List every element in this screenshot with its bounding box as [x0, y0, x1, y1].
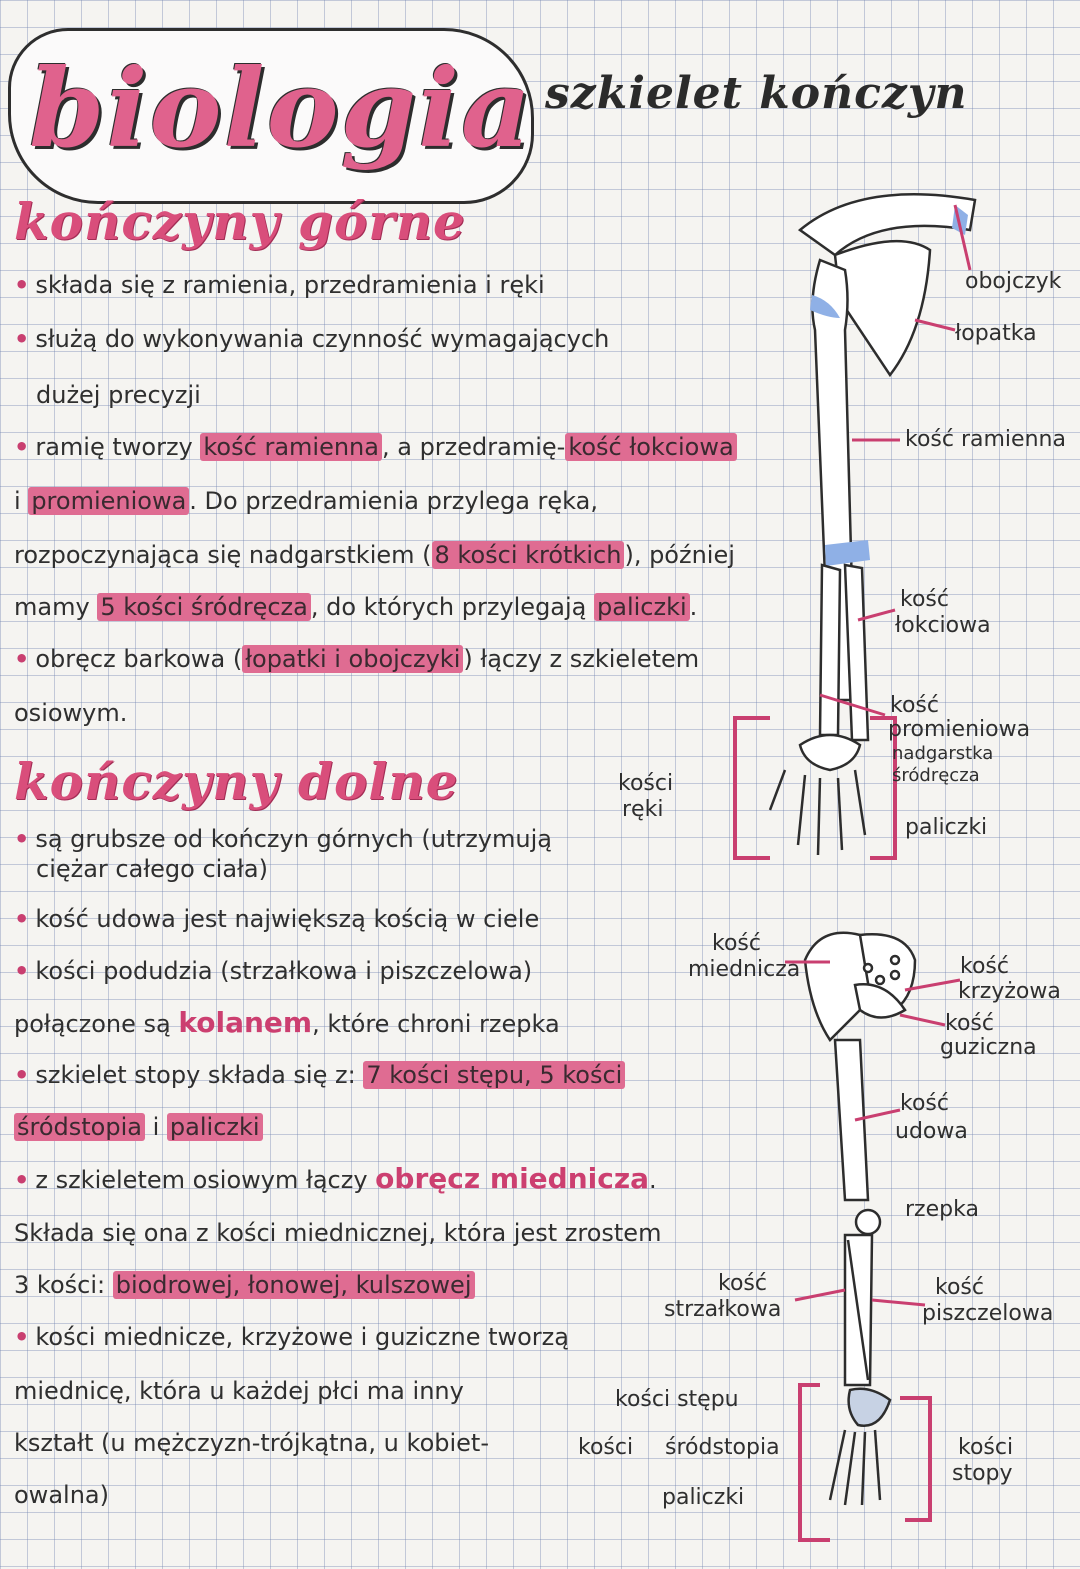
- label-srodrecza: śródręcza: [892, 765, 980, 786]
- label-kosci-reki-1: kości: [618, 771, 674, 796]
- lower-line-12: kształt (u mężczyzn-trójkątna, u kobiet-: [14, 1429, 489, 1457]
- highlight-5-kosci-srodrecza: 5 kości śródręcza: [97, 593, 311, 621]
- label-kosci-stopy-2: stopy: [952, 1461, 1013, 1486]
- lower-line-5: • szkielet stopy składa się z: 7 kości stępu, 5 kości: [14, 1058, 804, 1092]
- label-kosc-promieniowa-2: promieniowa: [888, 717, 1031, 742]
- lower-line-4: połączone są kolanem, które chroni rzepka: [14, 1006, 560, 1039]
- label-nadgarstka: nadgarstka: [892, 743, 994, 764]
- label-kosc-ramienna: kość ramienna: [905, 427, 1066, 452]
- lower-line-10: • kości miednicze, krzyżowe i guziczne tworzą: [14, 1323, 569, 1351]
- lower-line-13: owalna): [14, 1481, 109, 1509]
- leg-skeleton-drawing: [785, 933, 960, 1540]
- heading-upper-limbs: kończyny górne: [14, 192, 466, 251]
- label-kosc-krzyzowa-1: kość: [960, 954, 1009, 979]
- bullet-icon: •: [14, 271, 30, 299]
- highlight-kosci-miednicy: biodrowej, łonowej, kulszowej: [113, 1271, 475, 1299]
- label-paliczki-stopa: paliczki: [662, 1485, 745, 1510]
- highlight-promieniowa: promieniowa: [28, 487, 189, 515]
- label-kosc-lokciowa-2: łokciowa: [895, 613, 991, 638]
- highlight-7-kosci-stepu: 7 kości stępu, 5 kości: [363, 1061, 625, 1089]
- lower-line-1: • są grubsze od kończyn górnych (utrzymują: [14, 825, 552, 853]
- label-kosc-promieniowa-1: kość: [890, 693, 939, 718]
- upper-line-1: • składa się z ramienia, przedramienia i ręki: [14, 271, 545, 299]
- lower-line-6: śródstopia i paliczki: [14, 1110, 804, 1144]
- label-kosc-udowa-2: udowa: [895, 1119, 968, 1144]
- highlight-srodstopia: śródstopia: [14, 1113, 145, 1141]
- label-kosci-srodstopia-1: kości: [578, 1435, 634, 1460]
- lower-line-11: miednicę, która u każdej płci ma inny: [14, 1377, 464, 1405]
- highlight-kosc-lokciowa: kość łokciowa: [565, 433, 736, 461]
- upper-line-8: • obręcz barkowa ( łopatki i obojczyki ) łączy z szkieletem: [14, 645, 700, 673]
- label-rzepka: rzepka: [905, 1197, 979, 1222]
- bullet-icon: •: [14, 325, 30, 353]
- label-kosc-strzalkowa-1: kość: [718, 1271, 767, 1296]
- label-kosci-stepu: kości stępu: [615, 1387, 739, 1412]
- label-kosc-piszczelowa-1: kość: [935, 1275, 984, 1300]
- upper-line-7: mamy 5 kości śródręcza , do których przylegają paliczki .: [14, 593, 698, 621]
- upper-line-2: • służą do wykonywania czynność wymagających: [14, 325, 610, 353]
- label-kosc-krzyzowa-2: krzyżowa: [958, 979, 1061, 1004]
- highlight-kosc-ramienna: kość ramienna: [200, 433, 382, 461]
- highlight-lopatki-obojczyki: łopatki i obojczyki: [242, 645, 463, 673]
- label-kosc-udowa-1: kość: [900, 1091, 949, 1116]
- highlight-8-kosci: 8 kości krótkich: [432, 541, 625, 569]
- lower-line-7: • z szkieletem osiowym łączy obręcz miednicza.: [14, 1162, 657, 1195]
- highlight-paliczki: paliczki: [594, 593, 690, 621]
- keyword-kolanem: kolanem: [178, 1006, 313, 1039]
- label-kosc-miednicza-1: kość: [712, 931, 761, 956]
- bullet-icon: •: [14, 905, 30, 933]
- lower-line-2: • kość udowa jest największą kością w ciele: [14, 905, 540, 933]
- label-kosc-miednicza-2: miednicza: [688, 957, 801, 982]
- page-subtitle: szkielet kończyn: [545, 68, 968, 119]
- bullet-icon: •: [14, 1061, 30, 1089]
- page-title: biologia: [29, 46, 534, 172]
- bullet-icon: •: [14, 1323, 30, 1351]
- highlight-paliczki-stopy: paliczki: [167, 1113, 263, 1141]
- upper-line-5: i promieniowa . Do przedramienia przylega ręka,: [14, 487, 598, 515]
- label-obojczyk: obojczyk: [965, 269, 1062, 294]
- bullet-icon: •: [14, 957, 30, 985]
- lower-line-9: 3 kości: biodrowej, łonowej, kulszowej: [14, 1268, 804, 1302]
- label-kosc-lokciowa-1: kość: [900, 587, 949, 612]
- upper-line-6: rozpoczynająca się nadgarstkiem ( 8 kości krótkich ), później: [14, 541, 735, 569]
- label-kosci-reki-2: ręki: [622, 797, 664, 822]
- upper-line-3: dużej precyzji: [36, 381, 201, 409]
- label-paliczki-reka: paliczki: [905, 815, 988, 840]
- upper-line-9: osiowym.: [14, 699, 128, 727]
- label-lopatka: łopatka: [955, 321, 1037, 346]
- label-kosc-guziczna-2: guziczna: [940, 1035, 1037, 1060]
- lower-line-8: Składa się ona z kości miednicznej, która jest zrostem: [14, 1219, 662, 1247]
- label-kosc-piszczelowa-2: piszczelowa: [922, 1301, 1054, 1326]
- label-kosc-guziczna-1: kość: [945, 1011, 994, 1036]
- upper-line-4: • ramię tworzy kość ramienna , a przedramię- kość łokciowa: [14, 430, 804, 464]
- bullet-icon: •: [14, 433, 30, 461]
- bullet-icon: •: [14, 825, 30, 853]
- bullet-icon: •: [14, 645, 30, 673]
- label-kosc-strzalkowa-2: strzałkowa: [664, 1297, 782, 1322]
- label-kosci-srodstopia-2: śródstopia: [665, 1435, 780, 1460]
- heading-lower-limbs: kończyny dolne: [14, 752, 459, 811]
- lower-line-3: • kości podudzia (strzałkowa i piszczelowa): [14, 957, 533, 985]
- keyword-obrecz-miednicza: obręcz miednicza: [375, 1162, 650, 1195]
- lower-line-1b: ciężar całego ciała): [36, 855, 268, 883]
- label-kosci-stopy-1: kości: [958, 1435, 1014, 1460]
- bullet-icon: •: [14, 1166, 30, 1194]
